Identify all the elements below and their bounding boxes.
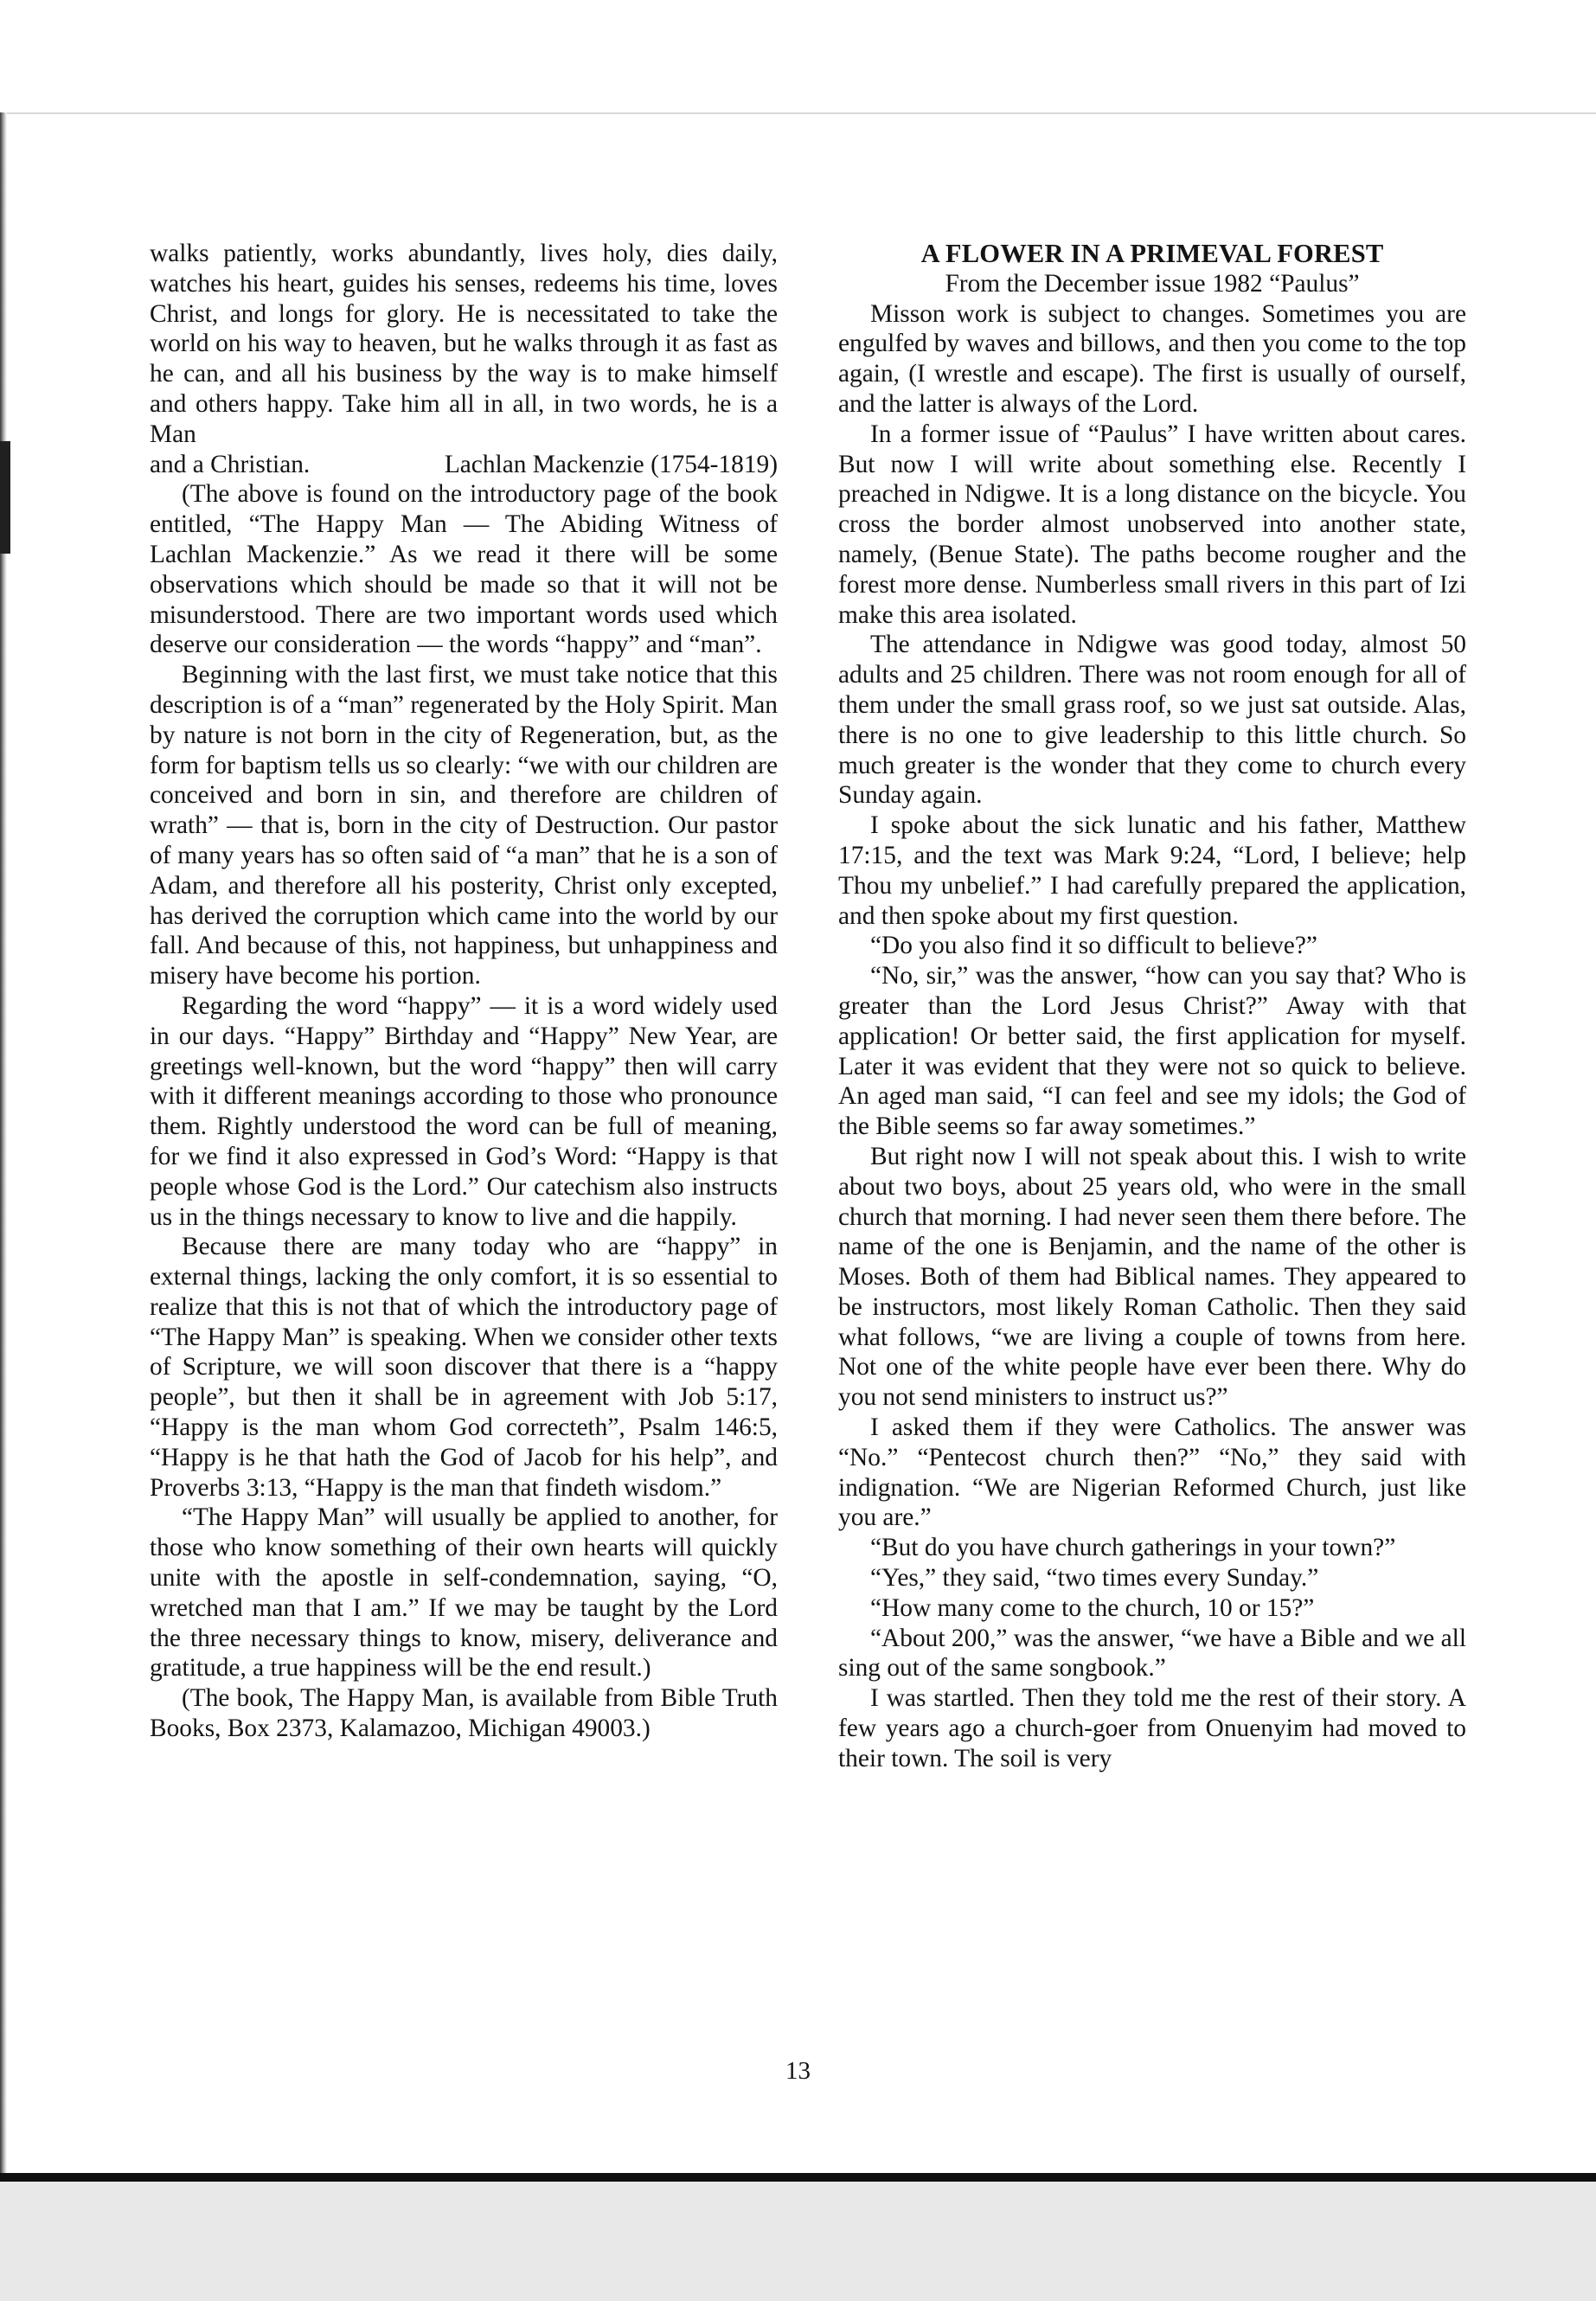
paragraph: I was startled. Then they told me the rest of their story. A few years ago a church-goer from Onuenyim had moved to their town. The soil is very — [838, 1684, 1466, 1772]
paragraph: walks patiently, works abundantly, lives holy, dies daily, watches his heart, guides his senses, redeems his time, loves Christ, and longs for glory. He is necessitated to take the world on his way to heaven, but he walks through it as fast as he can, and all his business by the way is to make himself and others happy. Take him all in all, in two words, he is a Man — [150, 240, 778, 448]
attribution-signer: Lachlan Mackenzie (1754-1819) — [444, 450, 778, 478]
paragraph: “But do you have church gatherings in your town?” — [870, 1534, 1396, 1562]
paragraph: “Yes,” they said, “two times every Sunday.” — [870, 1564, 1319, 1593]
article-title: A FLOWER IN A PRIMEVAL FOREST — [920, 239, 1384, 268]
paragraph: The attendance in Ndigwe was good today, almost 50 adults and 25 children. There was not room enough for all of them under the small grass roof, so we just sat outside. Alas, there is no one to give leadership to this little church. So much greater is the wonder that they come to church every Sunday again. — [838, 631, 1466, 810]
paragraph: (The above is found on the introductory page of the book entitled, “The Happy Man — The Abiding Witness of Lachlan Mackenzie.” As we read it there will be some observations which should be made so that it will not be misunderstood. There are two important words used which deserve our consideration — the words “happy” and “man”. — [150, 480, 778, 659]
right-column — [838, 239, 1466, 1774]
paragraph: Regarding the word “happy” — it is a word widely used in our days. “Happy” Birthday and “Happy” New Year, are greetings well-known, but the word “happy” then will carry with it different meanings according to those who pronounce them. Rightly understood the word can be full of meaning, for we find it also expressed in God’s Word: “Happy is that people whose God is the Lord.” Our catechism also instructs us in the things necessary to know to live and die happily. — [150, 991, 778, 1231]
paragraph: But right now I will not speak about this. I wish to write about two boys, about 25 years old, who were in the small church that morning. I had never seen them there before. The name of the one is Benjamin, and the name of the other is Moses. Both of them had Biblical names. They appeared to be instructors, most likely Roman Catholic. Then they said what follows, “we are living a couple of towns from here. Not one of the white people have ever been there. Why do you not send ministers to instruct us?” — [838, 1142, 1466, 1412]
paragraph: Beginning with the last first, we must take notice that this description is of a “man” regenerated by the Holy Spirit. Man by nature is not born in the city of Regeneration, but, as the form for baptism tells us so clearly: “we with our children are conceived and born in sin, and therefore are children of wrath” — that is, born in the city of Destruction. Our pastor of many years has so often said of “a man” that he is a son of Adam, and therefore all his posterity, Christ only excepted, has derived the corruption which came into the world by our fall. And because of this, not happiness, but unhappiness and misery have become his portion. — [150, 661, 778, 990]
quote-attribution — [150, 450, 778, 480]
scan-left-edge — [0, 112, 7, 2197]
attribution-text: and a Christian. — [150, 450, 311, 478]
paragraph: Misson work is subject to changes. Sometimes you are engulfed by waves and billows, and then you come to the top again, (I wrestle and escape). The first is usually of ourself, and the latter is always of the Lord. — [838, 299, 1466, 418]
scan-binding-mark — [0, 441, 10, 554]
paragraph: “Do you also find it so difficult to believe?” — [870, 932, 1317, 960]
page-number: 13 — [785, 2057, 811, 2085]
paragraph: (The book, The Happy Man, is available from Bible Truth Books, Box 2373, Kalamazoo, Michigan 49003.) — [150, 1684, 778, 1743]
paragraph: “How many come to the church, 10 or 15?” — [870, 1593, 1315, 1622]
paragraph: I spoke about the sick lunatic and his father, Matthew 17:15, and the text was Mark 9:24, “Lord, I believe; help Thou my unbelief.” I had carefully prepared the application, and then spoke about my first question. — [838, 811, 1466, 930]
article-source: From the December issue 1982 “Paulus” — [945, 269, 1360, 298]
left-column — [150, 239, 778, 1744]
paragraph: “No, sir,” was the answer, “how can you say that? Who is greater than the Lord Jesus Christ?” Away with that application! Or better said, the first application for myself. Later it was evident that they were not so quick to believe. An aged man said, “I can feel and see my idols; the God of the Bible seems so far away sometimes.” — [838, 962, 1466, 1141]
paragraph: “About 200,” was the answer, “we have a Bible and we all sing out of the same songbook.” — [838, 1624, 1466, 1682]
paragraph: Because there are many today who are “happy” in external things, lacking the only comfort, it is so essential to realize that this is not that of which the introductory page of “The Happy Man” is speaking. When we consider other texts of Scripture, we will soon discover that there is a “happy people”, but then it shall be in agreement with Job 5:17, “Happy is the man whom God correcteth”, Psalm 146:5, “Happy is he that hath the God of Jacob for his help”, and Proverbs 3:13, “Happy is the man that findeth wisdom.” — [150, 1233, 778, 1502]
paragraph: I asked them if they were Catholics. The answer was “No.” “Pentecost church then?” “No,” they said with indignation. “We are Nigerian Reformed Church, just like you are.” — [838, 1413, 1466, 1532]
paragraph: In a former issue of “Paulus” I have written about cares. But now I will write about something else. Recently I preached in Ndigwe. It is a long distance on the bicycle. You cross the border almost unobserved into another state, namely, (Benue State). The paths become rougher and the forest more dense. Numberless small rivers in this part of Izi make this area isolated. — [838, 420, 1466, 629]
paragraph: “The Happy Man” will usually be applied to another, for those who know something of their own hearts will quickly unite with the apostle in self-condemnation, saying, “O, wretched man that I am.” If we may be taught by the Lord the three necessary things to know, misery, deliverance and gratitude, a true happiness will be the end result.) — [150, 1503, 778, 1682]
scan-bottom-margin — [0, 2182, 1596, 2301]
scan-bottom-band — [0, 2173, 1596, 2182]
scan-top-margin — [0, 0, 1596, 114]
